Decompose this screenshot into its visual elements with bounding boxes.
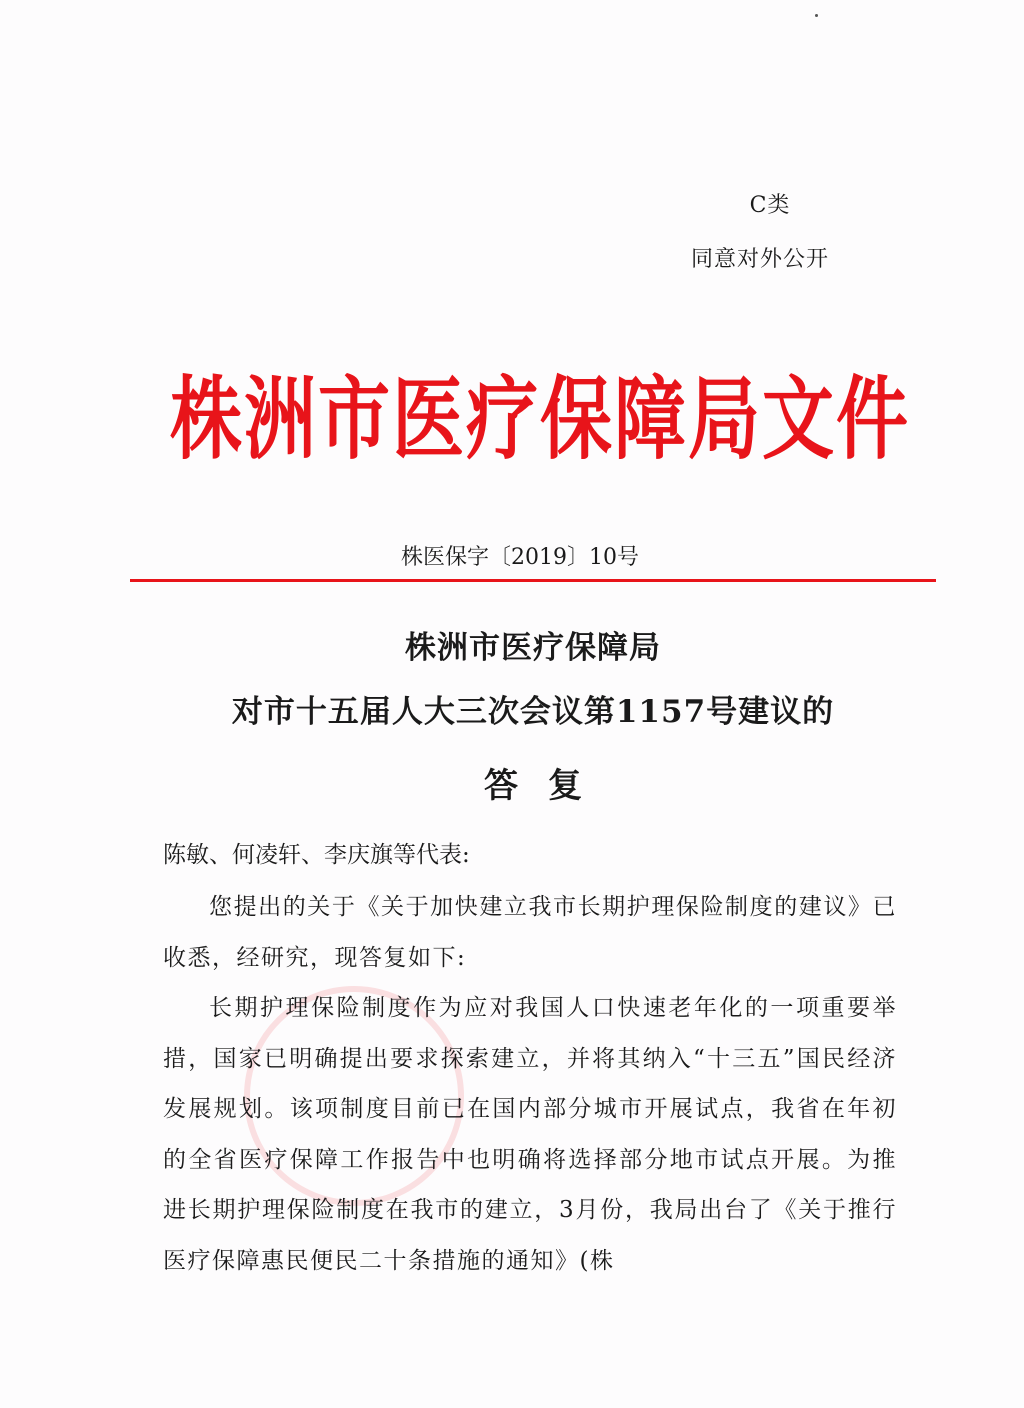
organization-header: 株洲市医疗保障局文件 xyxy=(169,366,910,471)
paragraph-2: 长期护理保险制度作为应对我国人口快速老年化的一项重要举措，国家已明确提出要求探索建立，并将其纳入“十三五”国民经济发展规划。该项制度目前已在国内部分城市开展试点，我省在年初的全省医疗保障工作报告中也明确将选择部分地市试点开展。为推进长期护理保险制度在我市的建立，3月份，我局出台了《关于推行医疗保障惠民便民二十条措施的通知》(株 xyxy=(163,995,897,1274)
addressee: 陈敏、何凌轩、李庆旗等代表: xyxy=(163,842,470,868)
title-line-1: 株洲市医疗保障局 xyxy=(405,630,661,666)
disclosure-label: 同意对外公开 xyxy=(690,247,829,272)
body-text xyxy=(163,882,897,1286)
classification-label: C类 xyxy=(749,193,791,218)
paragraph-1: 您提出的关于《关于加快建立我市长期护理保险制度的建议》已收悉，经研究，现答复如下: xyxy=(163,894,897,971)
title-line-3: 答复 xyxy=(484,766,612,806)
red-divider xyxy=(130,579,936,582)
document-number: 株医保字〔2019〕10号 xyxy=(401,545,639,570)
scan-dot xyxy=(815,14,818,17)
title-line-2: 对市十五届人大三次会议第1157号建议的 xyxy=(231,694,835,730)
